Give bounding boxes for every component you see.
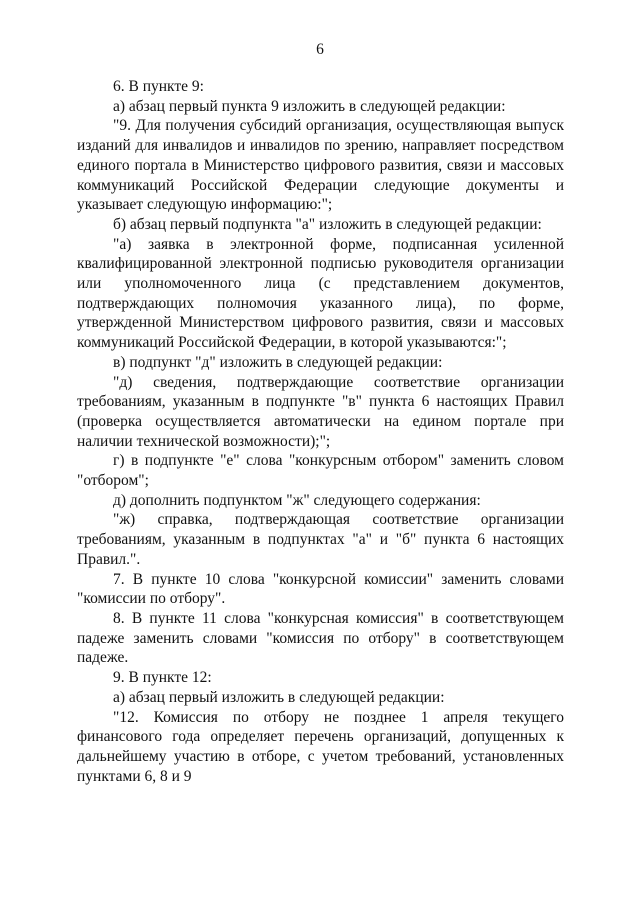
paragraph-item-7: 7. В пункте 10 слова "конкурсной комиссии" заменить словами "комиссии по отбору".: [77, 570, 564, 608]
paragraph-item-9: 9. В пункте 12:: [113, 669, 212, 687]
paragraph-quoted-item-9: "9. Для получения субсидий организация, осуществляющая выпуск изданий для инвалидов и инвалидов по зрению, направляет посредством единого портала в Министерство цифрового развития, связи и массовых коммуникаций Российской Федерации следующие документы и указывает следующую информацию:";: [77, 117, 564, 214]
paragraph-subitem-v: в) подпункт "д" изложить в следующей редакции:: [113, 353, 443, 371]
paragraph-quoted-subitem-a: "а) заявка в электронной форме, подписанная усиленной квалифицированной электронной подписью руководителя организации или уполномоченного лица (с представлением документов, подтверждающих полномочия указанного лица), по форме, утвержденной Министерством цифрового развития, связи и массовых коммуникаций Российской Федерации, в которой указываются:";: [77, 235, 564, 352]
document-body: [77, 77, 564, 786]
paragraph-subitem-a: а) абзац первый пункта 9 изложить в следующей редакции:: [113, 97, 506, 115]
paragraph-subitem-g: г) в подпункте "е" слова "конкурсным отбором" заменить словом "отбором";: [77, 452, 564, 490]
paragraph-quoted-item-12: "12. Комиссия по отбору не позднее 1 апреля текущего финансового года определяет перечень организаций, допущенных к дальнейшему участию в отборе, с учетом требований, установленных пунктами 6, 8 и 9: [77, 708, 564, 785]
paragraph-item-8: 8. В пункте 11 слова "конкурсная комиссия" в соответствующем падеже заменить словами "комиссия по отбору" в соответствующем падеже.: [77, 609, 564, 667]
paragraph-quoted-subitem-d: "д) сведения, подтверждающие соответствие организации требованиям, указанным в подпункте "в" пункта 6 настоящих Правил (проверка осуществляется автоматически на едином портале при наличии технической возможности);";: [77, 373, 564, 450]
paragraph-item-6: 6. В пункте 9:: [113, 78, 204, 95]
paragraph-subitem-a-2: а) абзац первый изложить в следующей редакции:: [113, 688, 445, 706]
paragraph-subitem-b: б) абзац первый подпункта "а" изложить в следующей редакции:: [113, 215, 542, 233]
page-number: 6: [316, 41, 324, 58]
paragraph-subitem-d: д) дополнить подпунктом "ж" следующего содержания:: [113, 491, 481, 509]
paragraph-quoted-subitem-zh: "ж) справка, подтверждающая соответствие организации требованиям, указанным в подпунктах "а" и "б" пункта 6 настоящих Правил.".: [77, 511, 564, 568]
